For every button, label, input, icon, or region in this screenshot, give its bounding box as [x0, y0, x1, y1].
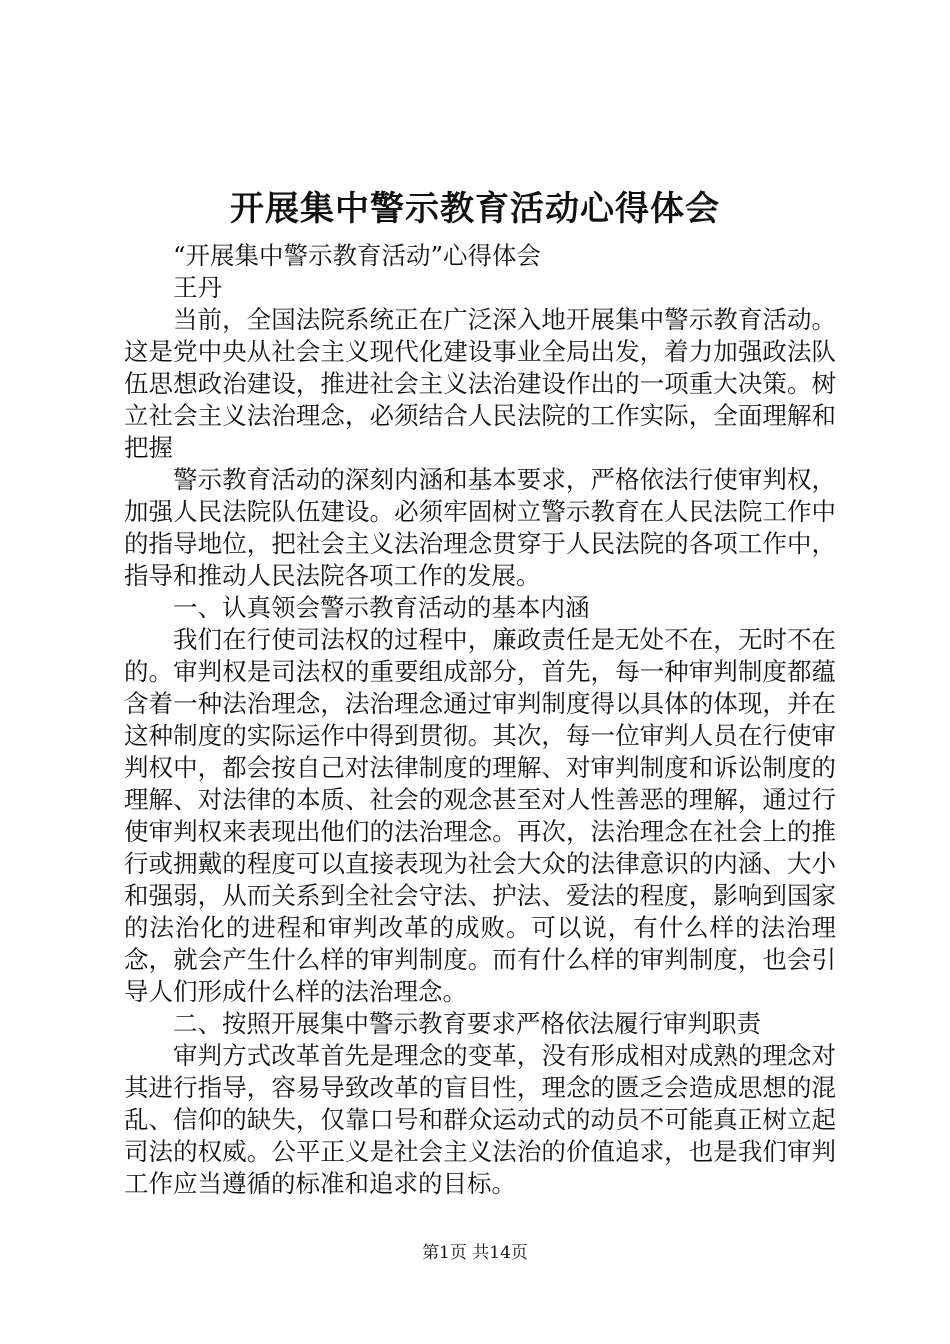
document-title: 开展集中警示教育活动心得体会 — [230, 189, 720, 229]
paragraph: 警示教育活动的深刻内涵和基本要求，严格依法行使审判权，加强人民法院队伍建设。必须牢固树立警示教育在人民法院工作中的指导地位，把社会主义法治理念贯穿于人民法院的各项工作中，指导和推动人民法院各项工作的发展。 — [124, 465, 836, 590]
paragraph: 我们在行使司法权的过程中，廉政责任是无处不在，无时不在的。审判权是司法权的重要组成部分，首先，每一种审判制度都蕴含着一种法治理念，法治理念通过审判制度得以具体的体现，并在这种制度的实际运作中得到贯彻。其次，每一位审判人员在行使审判权中，都会按自己对法律制度的理解、对审判制度和诉讼制度的理解、对法律的本质、社会的观念甚至对人性善恶的理解，通过行使审判权来表现出他们的法治理念。再次，法治理念在社会上的推行或拥戴的程度可以直接表现为社会大众的法律意识的内涵、大小和强弱，从而关系到全社会守法、护法、爱法的程度，影响到国家的法治化的进程和审判改革的成败。可以说，有什么样的法治理念，就会产生什么样的审判制度。而有什么样的审判制度，也会引导人们形成什么样的法治理念。 — [124, 625, 836, 1006]
paragraph: 审判方式改革首先是理念的变革，没有形成相对成熟的理念对其进行指导，容易导致改革的盲目性，理念的匮乏会造成思想的混乱、信仰的缺失，仅靠口号和群众运动式的动员不可能真正树立起司法的权威。公平正义是社会主义法治的价值追求，也是我们审判工作应当遵循的标准和追求的目标。 — [124, 1041, 836, 1198]
section-heading: 二、按照开展集中警示教育要求严格依法履行审判职责 — [173, 1009, 761, 1038]
subtitle: “开展集中警示教育活动”心得体会 — [173, 241, 542, 270]
author: 王丹 — [173, 273, 222, 302]
section-heading: 一、认真领会警示教育活动的基本内涵 — [173, 593, 590, 622]
page-footer: 第1页 共14页 — [422, 1243, 528, 1263]
paragraph: 当前，全国法院系统正在广泛深入地开展集中警示教育活动。这是党中央从社会主义现代化建设事业全局出发，着力加强政法队伍思想政治建设，推进社会主义法治建设作出的一项重大决策。树立社会主义法治理念，必须结合人民法院的工作实际，全面理解和把握 — [124, 305, 836, 462]
document-body — [124, 240, 836, 1200]
